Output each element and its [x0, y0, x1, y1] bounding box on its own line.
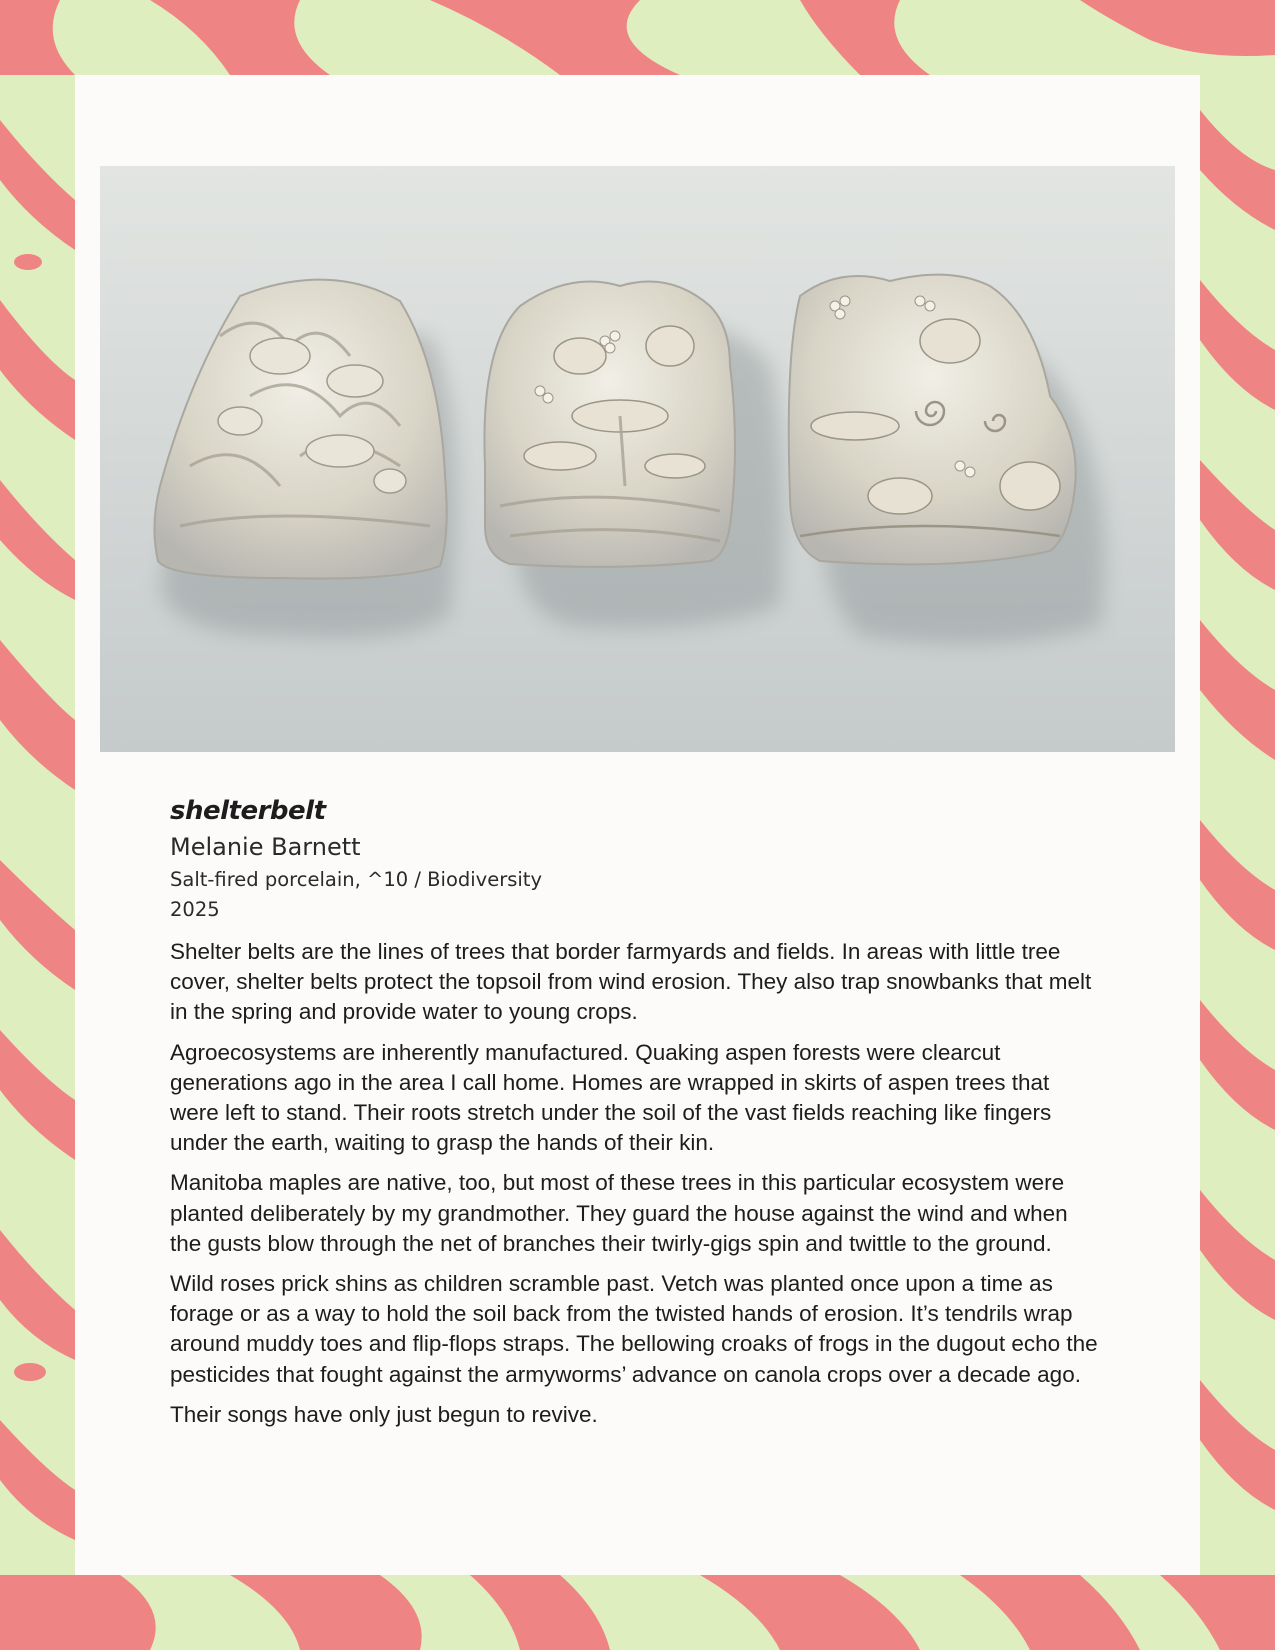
statement-paragraph: Manitoba maples are native, too, but most of these trees in this particular ecosystem were planted deliberately by my grandmother. They guard the house against the wind and when the gusts blow through the net of branches their twirly-gigs spin and twittle to the ground. — [170, 1170, 1068, 1256]
artwork-year: 2025 — [170, 898, 220, 921]
statement-paragraph: Wild roses prick shins as children scramble past. Vetch was planted once upon a time as forage or as a way to hold the soil back from the twisted hands of erosion. It’s tendrils wrap around muddy toes and flip-flops straps. The bellowing croaks of frogs in the dugout echo the pesticides that fought against the armyworms’ advance on canola crops over a decade ago. — [170, 1271, 1098, 1387]
porcelain-panel-center — [484, 282, 735, 567]
artwork-medium: Salt-fired porcelain, ^10 / Biodiversity — [170, 868, 542, 891]
artwork-title: shelterbelt — [170, 796, 326, 826]
exhibit-card — [75, 75, 1200, 1575]
statement-paragraph: Agroecosystems are inherently manufactured. Quaking aspen forests were clearcut generations ago in the area I call home. Homes are wrapped in skirts of aspen trees that were left to stand. Their roots stretch under the soil of the vast fields reaching like fingers under the earth, waiting to grasp the hands of their kin. — [170, 1039, 1052, 1156]
statement-paragraph: Their songs have only just begun to revive. — [170, 1401, 598, 1427]
statement-paragraph: Shelter belts are the lines of trees that border farmyards and fields. In areas with little tree cover, shelter belts protect the topsoil from wind erosion. They also trap snowbanks that melt in the spring and provide water to young crops. — [170, 939, 1092, 1025]
artist-statement — [170, 937, 1100, 1430]
artist-name: Melanie Barnett — [170, 833, 361, 861]
artwork-photo — [100, 166, 1175, 752]
artwork-label — [170, 793, 1100, 1440]
